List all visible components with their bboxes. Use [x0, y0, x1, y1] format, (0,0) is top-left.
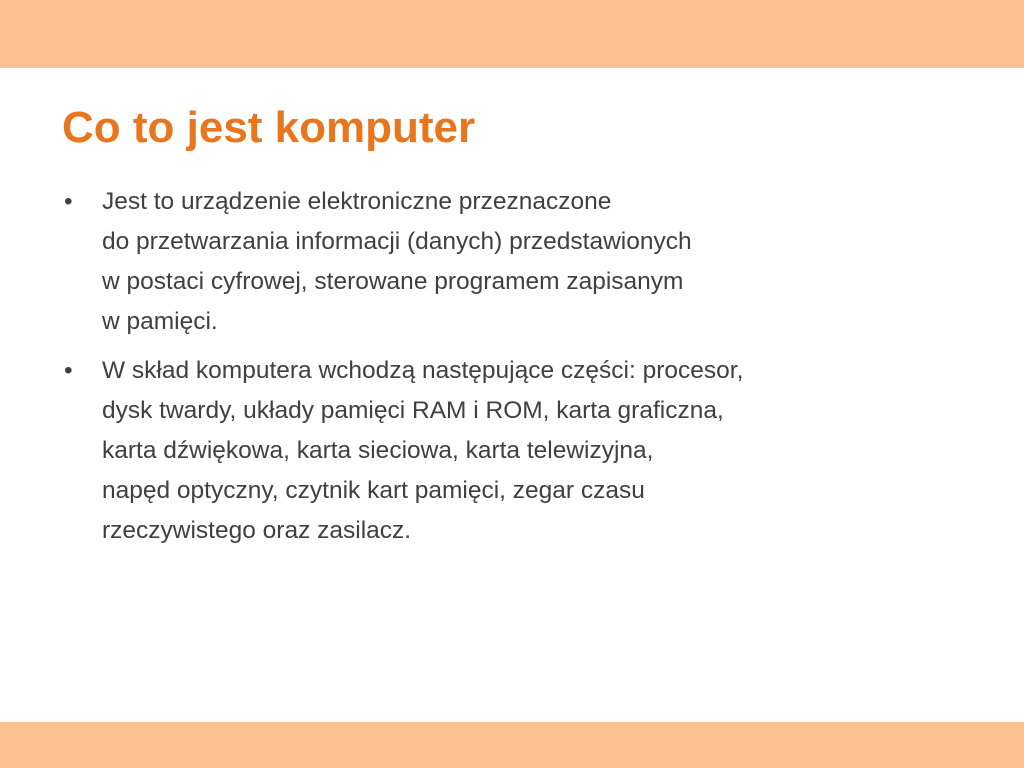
bottom-accent-band — [0, 722, 1024, 768]
bullet-item-components — [62, 351, 962, 551]
bullet-text-line: rzeczywistego oraz zasilacz. — [102, 517, 412, 544]
bullet-text-line: w pamięci. — [102, 308, 218, 335]
bullet-text-line: napęd optyczny, czytnik kart pamięci, zegar czasu — [102, 477, 645, 504]
bullet-marker: • — [64, 188, 73, 215]
bullet-text-line: do przetwarzania informacji (danych) przedstawionych — [102, 228, 692, 255]
top-accent-band — [0, 0, 1024, 68]
bullet-text-line: Jest to urządzenie elektroniczne przeznaczone — [102, 188, 612, 215]
bullet-text-line: w postaci cyfrowej, sterowane programem zapisanym — [102, 268, 684, 295]
bullet-text-line: W skład komputera wchodzą następujące części: procesor, — [102, 357, 744, 384]
bullet-text-line: dysk twardy, układy pamięci RAM i ROM, karta graficzna, — [102, 397, 724, 424]
slide-title: Co to jest komputer — [62, 103, 476, 152]
bullet-item-definition — [62, 182, 962, 342]
bullet-marker: • — [64, 357, 73, 384]
bullet-text-line: karta dźwiękowa, karta sieciowa, karta telewizyjna, — [102, 437, 654, 464]
bullet-list — [62, 182, 962, 560]
